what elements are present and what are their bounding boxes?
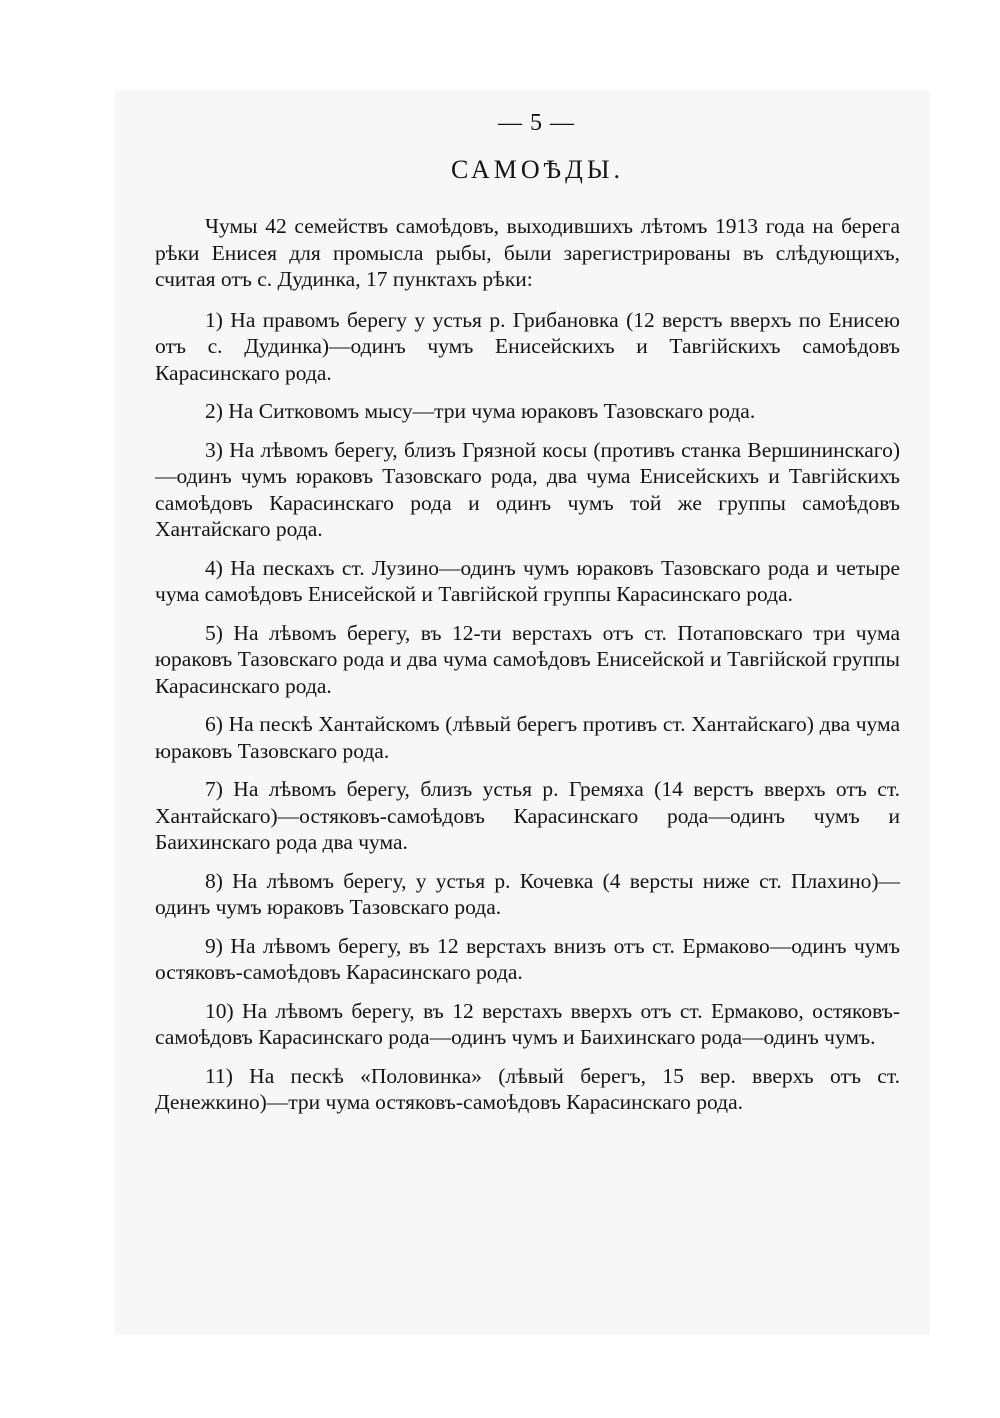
list-item: 9) На лѣвомъ берегу, въ 12 верстахъ внизъ отъ ст. Ермаково—одинъ чумъ остяковъ-самоѣдовъ Карасинскаго рода.: [155, 933, 900, 984]
section-title: САМОѢДЫ.: [450, 155, 625, 184]
list-item: 5) На лѣвомъ берегу, въ 12-ти верстахъ отъ ст. Потаповскаго три чума юраковъ Тазовскаго рода и два чума самоѣдовъ Енисейской и Тавгійской группы Карасинскаго рода.: [155, 620, 900, 698]
list-item: 6) На пескѣ Хантайскомъ (лѣвый берегъ противъ ст. Хантайскаго) два чума юраковъ Тазовскаго рода.: [155, 712, 900, 763]
list-item: 8) На лѣвомъ берегу, у устья р. Кочевка (4 версты ниже ст. Плахино)—одинъ чумъ юраковъ Тазовскаго рода.: [155, 868, 900, 919]
list-item: 4) На пескахъ ст. Лузино—одинъ чумъ юраковъ Тазовскаго рода и четыре чума самоѣдовъ Енисейской и Тавгійской группы Карасинскаго рода.: [155, 555, 900, 606]
list-item: 1) На правомъ берегу у устья р. Грибановка (12 верстъ вверхъ по Енисею отъ с. Дудинка)—одинъ чумъ Енисейскихъ и Тавгійскихъ самоѣдовъ Карасинскаго рода.: [155, 307, 900, 385]
list-item: 3) На лѣвомъ берегу, близъ Грязной косы (противъ станка Вершининскаго)—одинъ чумъ юраковъ Тазовскаго рода, два чума Енисейскихъ и Тавгійскихъ самоѣдовъ Карасинскаго рода и одинъ чумъ той же группы самоѣдовъ Хантайскаго рода.: [155, 437, 900, 541]
list-item: 7) На лѣвомъ берегу, близъ устья р. Гремяха (14 верстъ вверхъ отъ ст. Хантайскаго)—остяковъ-самоѣдовъ Карасинскаго рода—одинъ чумъ и Баихинскаго рода два чума.: [155, 777, 900, 854]
list-item: 2) На Ситковомъ мысу—три чума юраковъ Тазовскаго рода.: [205, 399, 756, 423]
page-content: [155, 110, 900, 1128]
intro-paragraph: Чумы 42 семействъ самоѣдовъ, выходившихъ лѣтомъ 1913 года на берега рѣки Енисея для промысла рыбы, были зарегистрированы въ слѣдующихъ, считая отъ с. Дудинка, 17 пунктахъ рѣки:: [155, 214, 900, 291]
list-item: 10) На лѣвомъ берегу, въ 12 верстахъ вверхъ отъ ст. Ермаково, остяковъ-самоѣдовъ Карасинскаго рода—одинъ чумъ и Баихинскаго рода—одинъ чумъ.: [155, 998, 900, 1049]
page-number: — 5 —: [498, 110, 575, 136]
list-item: 11) На пескѣ «Половинка» (лѣвый берегъ, 15 вер. вверхъ отъ ст. Денежкино)—три чума остяковъ-самоѣдовъ Карасинскаго рода.: [155, 1063, 900, 1114]
